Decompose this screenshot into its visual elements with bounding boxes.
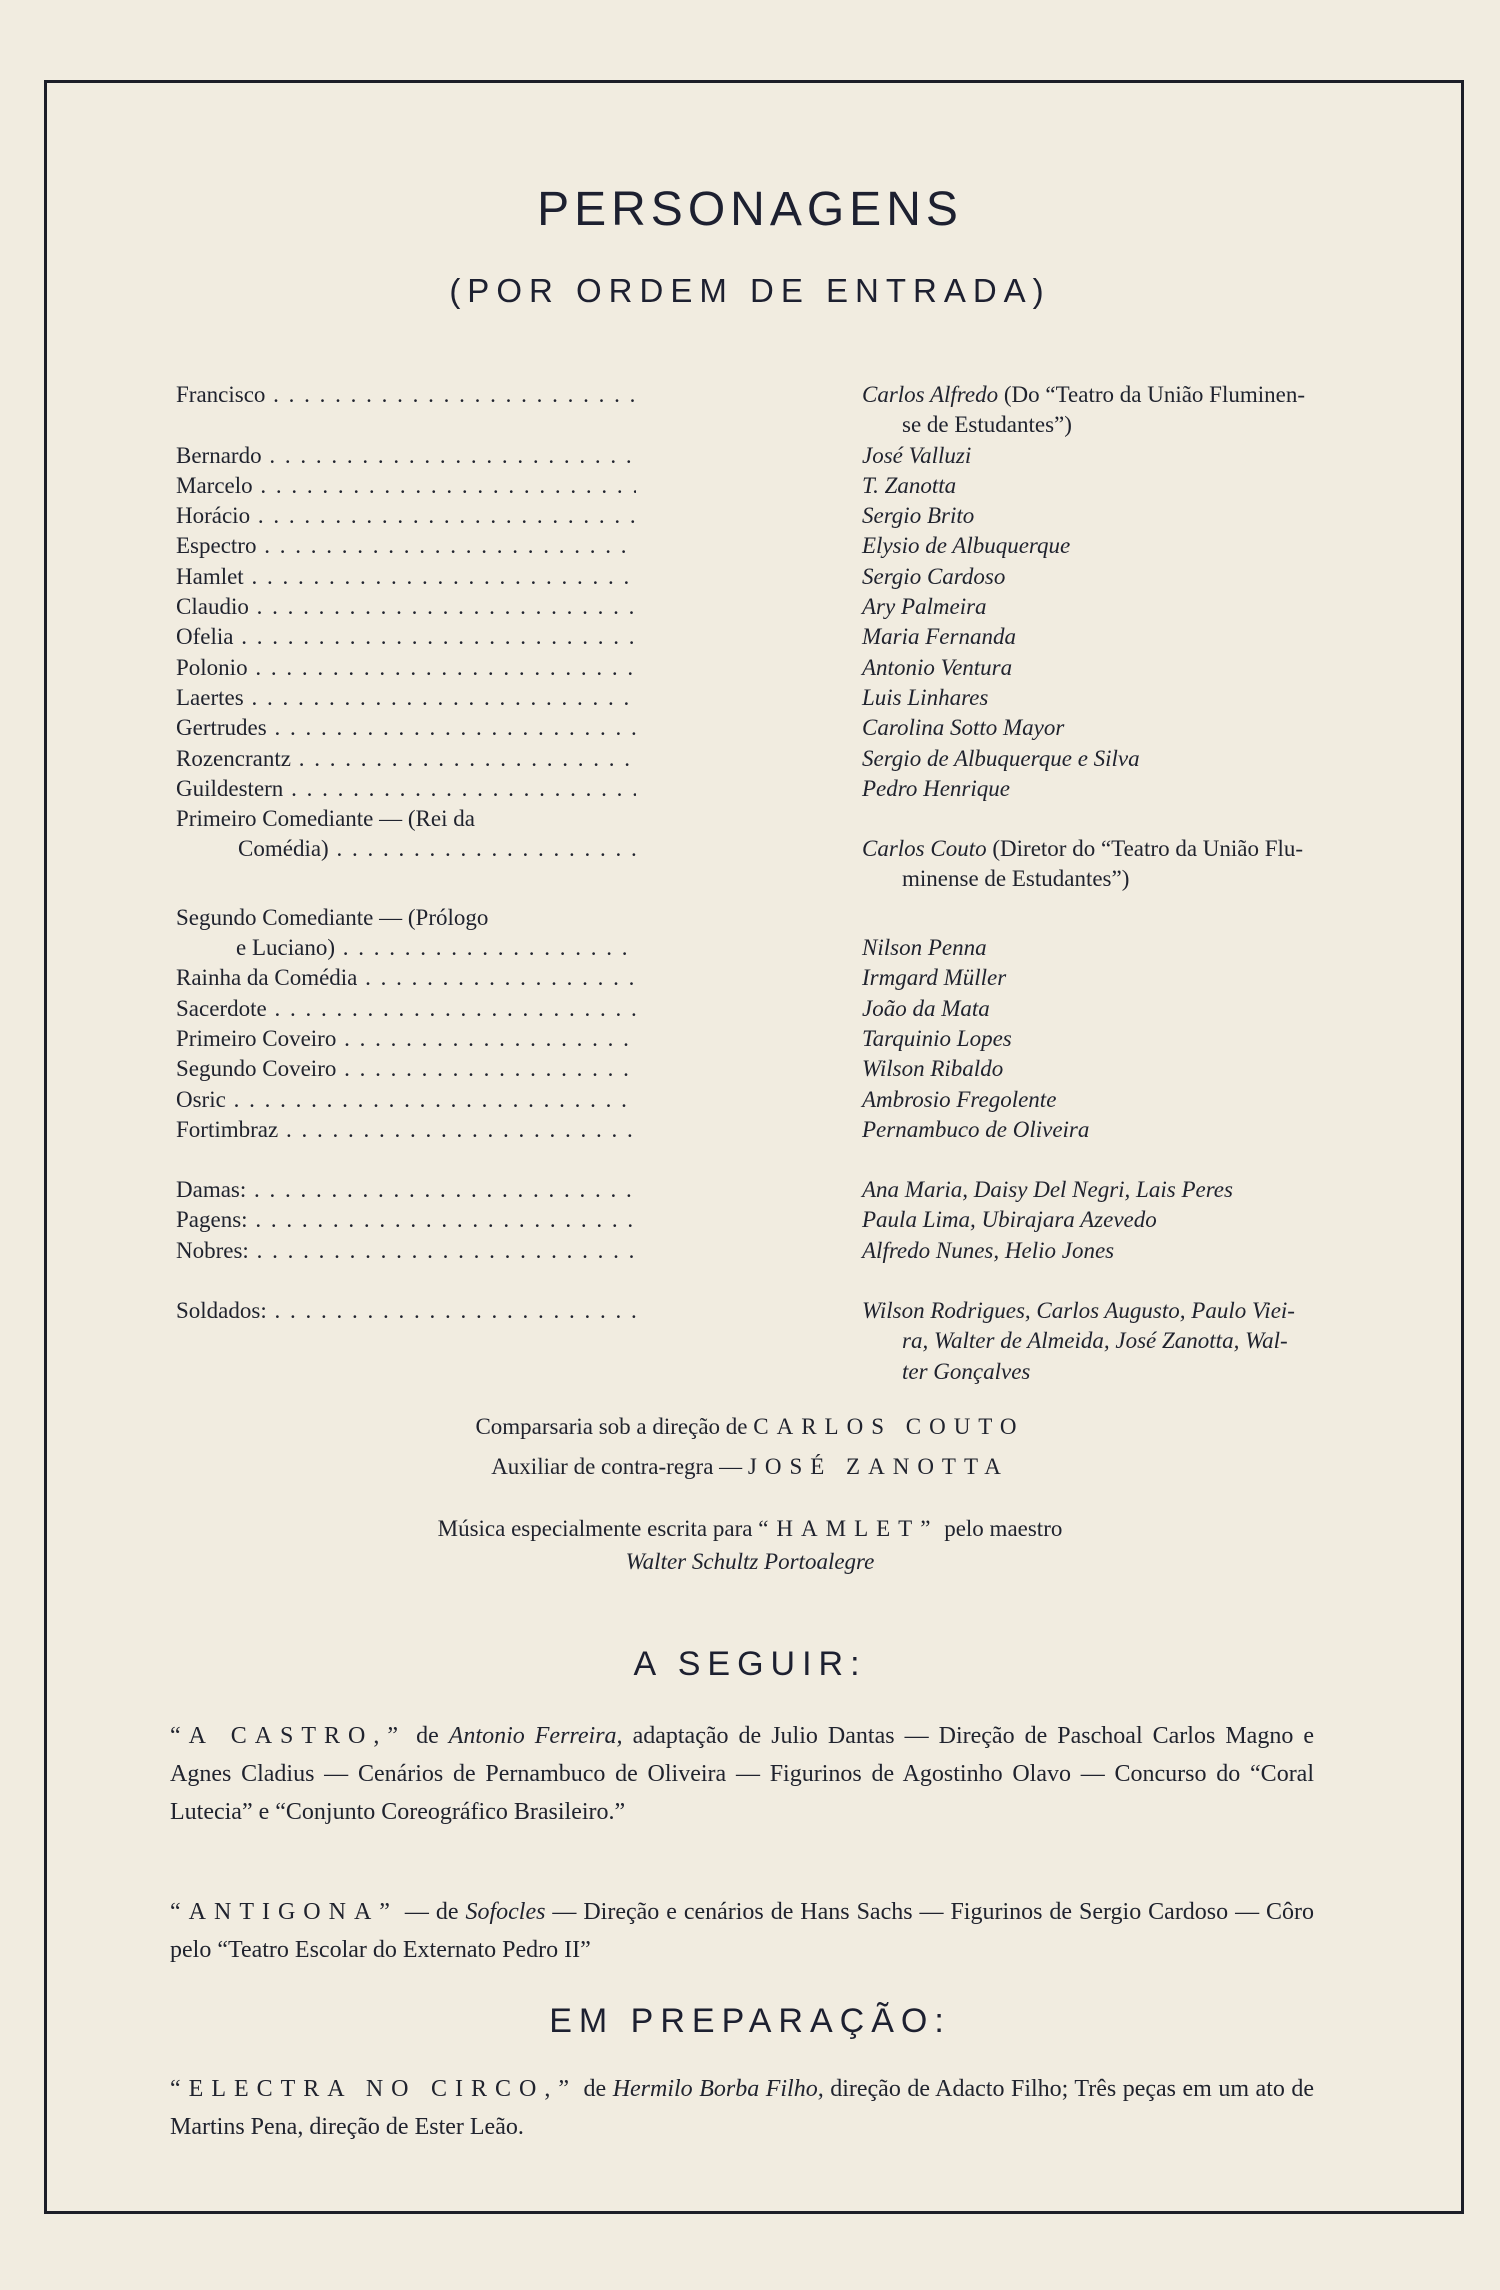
cast-row <box>176 713 1328 743</box>
next-item-castro: “A CASTRO,” de Antonio Ferreira, adaptação de Julio Dantas — Direção de Paschoal Carlos Magno e Agnes Cladius — Cenários de Pernambuco de Oliveira — Figurinos de Agostinho Olavo — Concurso do “Coral Lutecia” e “Conjunto Coreográfico Brasileiro.” <box>170 1723 1315 1825</box>
cast-row <box>176 471 1328 501</box>
actor-name: Sergio de Albuquerque e Silva <box>862 745 1140 771</box>
page-subtitle: (POR ORDEM DE ENTRADA) <box>449 272 1051 309</box>
cast-row <box>176 994 1328 1024</box>
page-title: PERSONAGENS <box>537 183 963 236</box>
cast-row <box>176 501 1328 531</box>
actor-name: Ana Maria, Daisy Del Negri, Lais Peres <box>862 1177 1233 1203</box>
role-name: Pagens: . . . <box>176 1205 636 1235</box>
role-name: Primeiro Coveiro . . . <box>176 1024 636 1054</box>
cast-row <box>176 1054 1328 1084</box>
actor-name: Ary Palmeira <box>862 594 987 620</box>
cast-row <box>176 963 1328 993</box>
actor-name: Alfredo Nunes, Helio Jones <box>862 1237 1115 1263</box>
actor-name: Tarquinio Lopes <box>862 1025 1012 1051</box>
actor-name: Maria Fernanda <box>862 624 1016 650</box>
actor-name: João da Mata <box>862 995 990 1021</box>
actor-name: José Valluzi <box>862 442 972 468</box>
role-name: Damas: . . . <box>176 1175 636 1205</box>
actor-name: Paula Lima, Ubirajara Azevedo <box>862 1207 1157 1233</box>
role-name: Soldados: . . . <box>176 1296 636 1387</box>
cast-row <box>176 592 1328 622</box>
cast-row <box>176 1024 1328 1054</box>
next-item-antigona: “ANTIGONA” — de Sofocles — Direção e cenários de Hans Sachs — Figurinos de Sergio Cardoso — Côro pelo “Teatro Escolar do Externato Pedro II” <box>170 1899 1315 1963</box>
cast-row <box>176 622 1328 652</box>
actor-name: Irmgard Müller <box>862 965 1007 991</box>
role-name: Nobres: . . . <box>176 1236 636 1266</box>
actor-name: Wilson Rodrigues, Carlos Augusto, Paulo Viei- ra, Walter de Almeida, José Zanotta, Wal- ter Gonçalves <box>862 1298 1295 1384</box>
cast-row <box>176 903 1328 964</box>
cast-row <box>176 441 1328 471</box>
cast-row <box>176 804 1328 895</box>
actor-name: Carlos Couto (Diretor do “Teatro da União Flu- minense de Estudantes”) <box>862 836 1304 892</box>
extras-row <box>176 1205 1328 1235</box>
role-name: Espectro . . . <box>176 531 636 561</box>
cast-row <box>176 683 1328 713</box>
role-name: Marcelo . . . <box>176 471 636 501</box>
role-name: Fortimbraz . . . <box>176 1115 636 1145</box>
actor-name: Antonio Ventura <box>862 654 1013 680</box>
role-name: Hamlet . . . <box>176 562 636 592</box>
role-name: Sacerdote . . . <box>176 994 636 1024</box>
cast-row <box>176 774 1328 804</box>
cast-list <box>176 380 1328 1387</box>
soldados-row <box>176 1296 1328 1387</box>
actor-name: Carolina Sotto Mayor <box>862 715 1065 741</box>
actor-name: Sergio Cardoso <box>862 563 1006 589</box>
role-name: Osric . . . <box>176 1085 636 1115</box>
role-name: Rozencrantz . . . <box>176 744 636 774</box>
actor-name: T. Zanotta <box>862 472 957 498</box>
role-name: Claudio . . . <box>176 592 636 622</box>
role-name: Horácio . . . <box>176 501 636 531</box>
cast-row <box>176 562 1328 592</box>
role-name: Gertrudes . . . <box>176 713 636 743</box>
actor-name: Wilson Ribaldo <box>862 1056 1004 1082</box>
cast-row <box>176 380 1328 441</box>
role-name: Francisco . . . <box>176 380 636 441</box>
role-name: Guildestern . . . <box>176 774 636 804</box>
role-name: Polonio . . . <box>176 653 636 683</box>
cast-row <box>176 1115 1328 1145</box>
role-name: Segundo Comediante — (Prólogo e Luciano) . . . <box>176 903 636 964</box>
cast-row <box>176 744 1328 774</box>
cast-row <box>176 531 1328 561</box>
credits-comparsaria: Comparsaria sob a direção de CARLOS COUTO <box>475 1414 1025 1439</box>
role-name: Laertes . . . <box>176 683 636 713</box>
actor-name: Carlos Alfredo (Do “Teatro da União Fluminen- se de Estudantes”) <box>862 382 1305 438</box>
role-name: Bernardo . . . <box>176 441 636 471</box>
extras-row <box>176 1175 1328 1205</box>
role-name: Ofelia . . . <box>176 622 636 652</box>
extras-row <box>176 1236 1328 1266</box>
actor-name: Elysio de Albuquerque <box>862 533 1071 559</box>
cast-row <box>176 1085 1328 1115</box>
cast-row <box>176 653 1328 683</box>
role-name: Segundo Coveiro . . . <box>176 1054 636 1084</box>
role-name: Rainha da Comédia . . . <box>176 963 636 993</box>
actor-name: Pedro Henrique <box>862 775 1010 801</box>
actor-name: Ambrosio Fregolente <box>862 1086 1057 1112</box>
next-heading: A SEGUIR: <box>633 1645 867 1683</box>
actor-name: Pernambuco de Oliveira <box>862 1116 1090 1142</box>
credits-composer: Walter Schultz Portoalegre <box>625 1549 875 1574</box>
prep-item: “ELECTRA NO CIRCO,” de Hermilo Borba Filho, direção de Adacto Filho; Três peças em um ato de Martins Pena, direção de Ester Leão. <box>170 2076 1315 2140</box>
actor-name: Sergio Brito <box>862 503 975 529</box>
role-name: Primeiro Comediante — (Rei da Comédia) . . . <box>176 804 636 895</box>
credits-music: Música especialmente escrita para “HAMLET” pelo maestro <box>437 1516 1063 1541</box>
prep-heading: EM PREPARAÇÃO: <box>549 2002 951 2040</box>
actor-name: Nilson Penna <box>862 934 987 960</box>
actor-name: Luis Linhares <box>862 684 989 710</box>
credits-contra-regra: Auxiliar de contra-regra — JOSÉ ZANOTTA <box>491 1454 1009 1479</box>
